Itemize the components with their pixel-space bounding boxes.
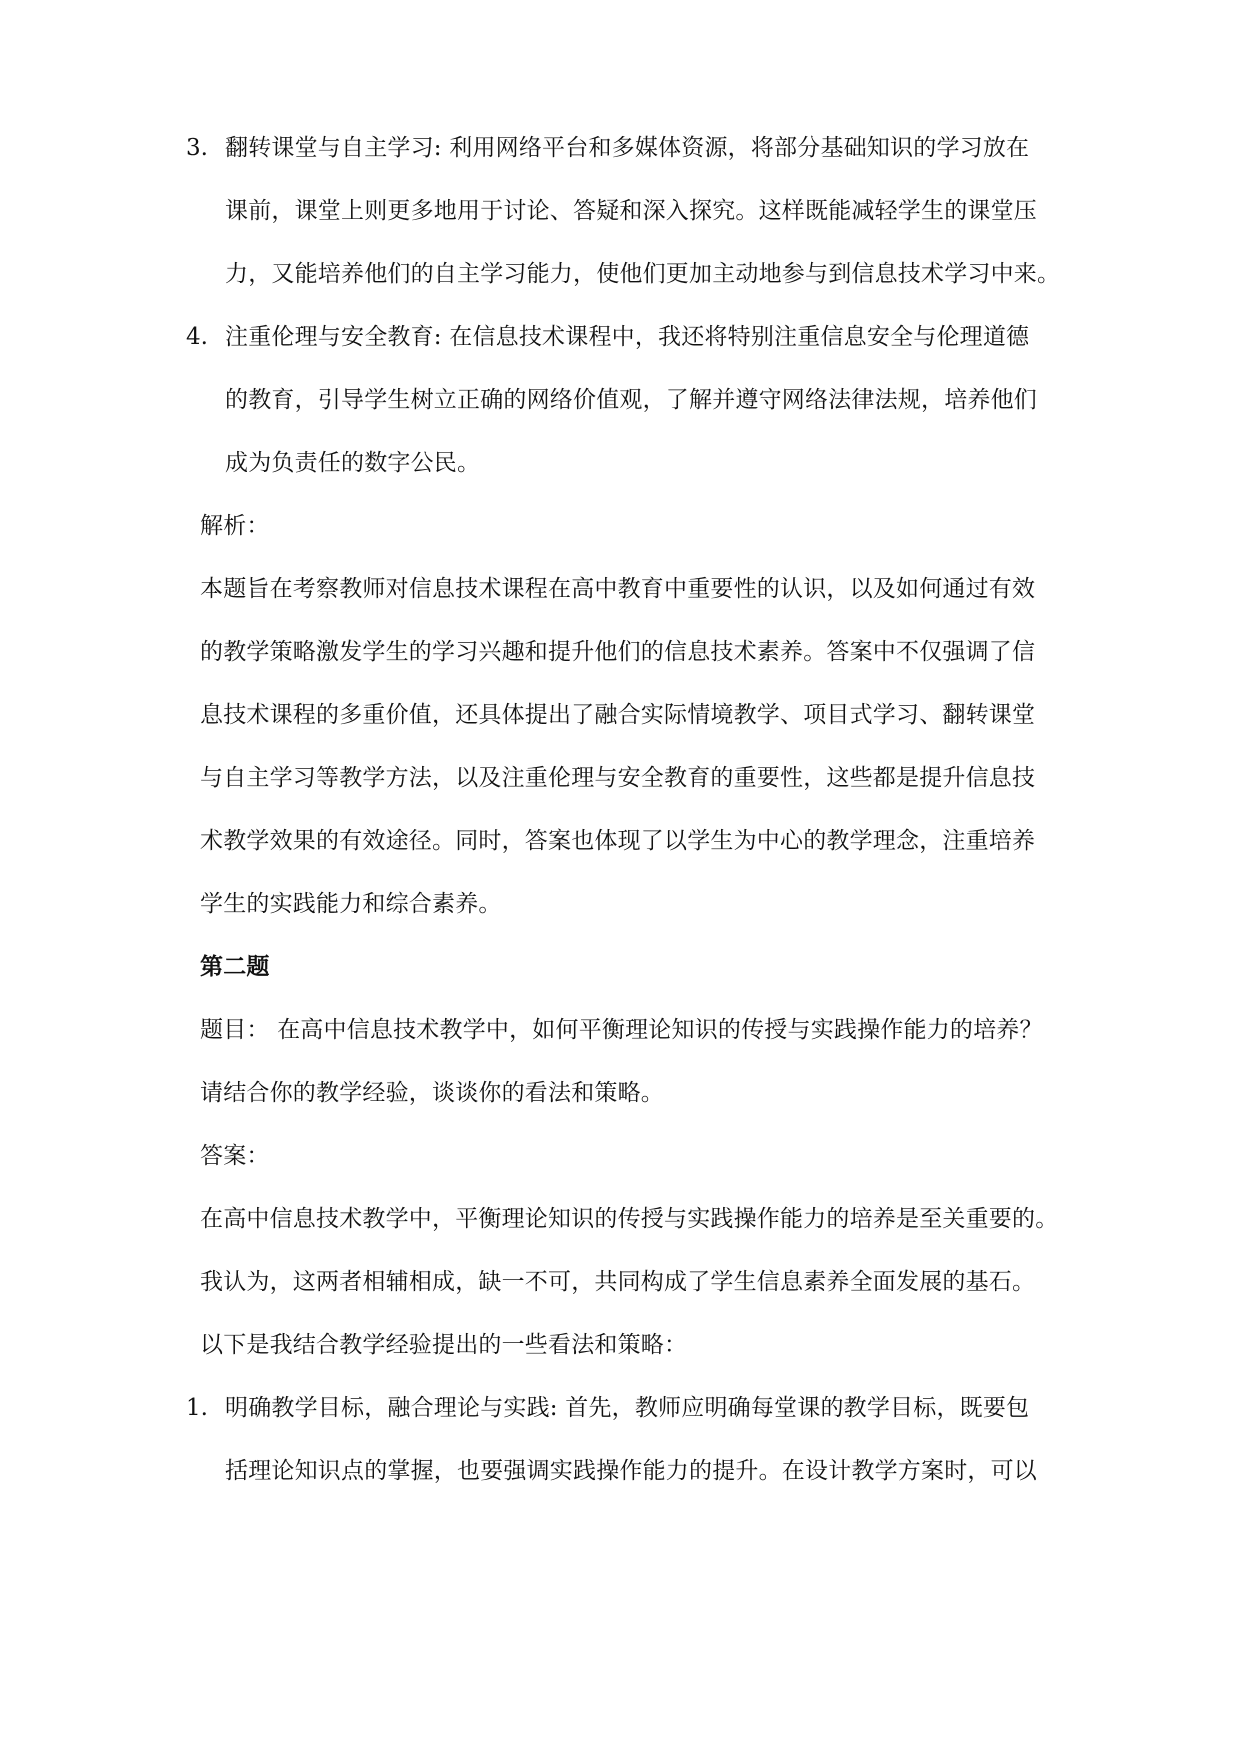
list-item-line: 翻转课堂与自主学习: 利用网络平台和多媒体资源，将部分基础知识的学习放在 xyxy=(225,135,1030,161)
question-line: 请结合你的教学经验，谈谈你的看法和策略。 xyxy=(200,1080,664,1106)
answer-line: 在高中信息技术教学中，平衡理论知识的传授与实践操作能力的培养是至关重要的。 xyxy=(200,1206,1059,1232)
list-item-line: 括理论知识点的掌握，也要强调实践操作能力的提升。在设计教学方案时，可以 xyxy=(225,1458,1037,1484)
list-item-line: 明确教学目标，融合理论与实践: 首先，教师应明确每堂课的教学目标，既要包 xyxy=(225,1395,1030,1421)
list-item-line: 力，又能培养他们的自主学习能力，使他们更加主动地参与到信息技术学习中来。 xyxy=(225,261,1061,287)
list-item-line: 的教育，引导学生树立正确的网络价值观，了解并遵守网络法律法规，培养他们 xyxy=(225,387,1037,413)
analysis-line: 的教学策略激发学生的学习兴趣和提升他们的信息技术素养。答案中不仅强调了信 xyxy=(200,639,1036,665)
answer-heading: 答案： xyxy=(200,1143,270,1169)
answer-line: 我认为，这两者相辅相成，缺一不可，共同构成了学生信息素养全面发展的基石。 xyxy=(200,1269,1036,1295)
analysis-line: 术教学效果的有效途径。同时，答案也体现了以学生为中心的教学理念，注重培养 xyxy=(200,828,1036,854)
list-item-number: 4. xyxy=(186,324,208,350)
list-item-line: 成为负责任的数字公民。 xyxy=(225,450,481,476)
analysis-line: 与自主学习等教学方法，以及注重伦理与安全教育的重要性，这些都是提升信息技 xyxy=(200,765,1036,791)
analysis-heading: 解析： xyxy=(200,513,270,539)
list-item-number: 1. xyxy=(186,1395,208,1421)
list-item-line: 注重伦理与安全教育: 在信息技术课程中，我还将特别注重信息安全与伦理道德 xyxy=(225,324,1030,350)
analysis-line: 本题旨在考察教师对信息技术课程在高中教育中重要性的认识，以及如何通过有效 xyxy=(200,576,1036,602)
list-item-line: 课前，课堂上则更多地用于讨论、答疑和深入探究。这样既能减轻学生的课堂压 xyxy=(225,198,1037,224)
analysis-line: 息技术课程的多重价值，还具体提出了融合实际情境教学、项目式学习、翻转课堂 xyxy=(200,702,1036,728)
question-line: 题目： 在高中信息技术教学中，如何平衡理论知识的传授与实践操作能力的培养？ xyxy=(200,1017,1043,1043)
section-title: 第二题 xyxy=(200,953,270,980)
answer-line: 以下是我结合教学经验提出的一些看法和策略： xyxy=(200,1332,688,1358)
analysis-line: 学生的实践能力和综合素养。 xyxy=(200,891,502,917)
list-item-number: 3. xyxy=(186,135,208,161)
